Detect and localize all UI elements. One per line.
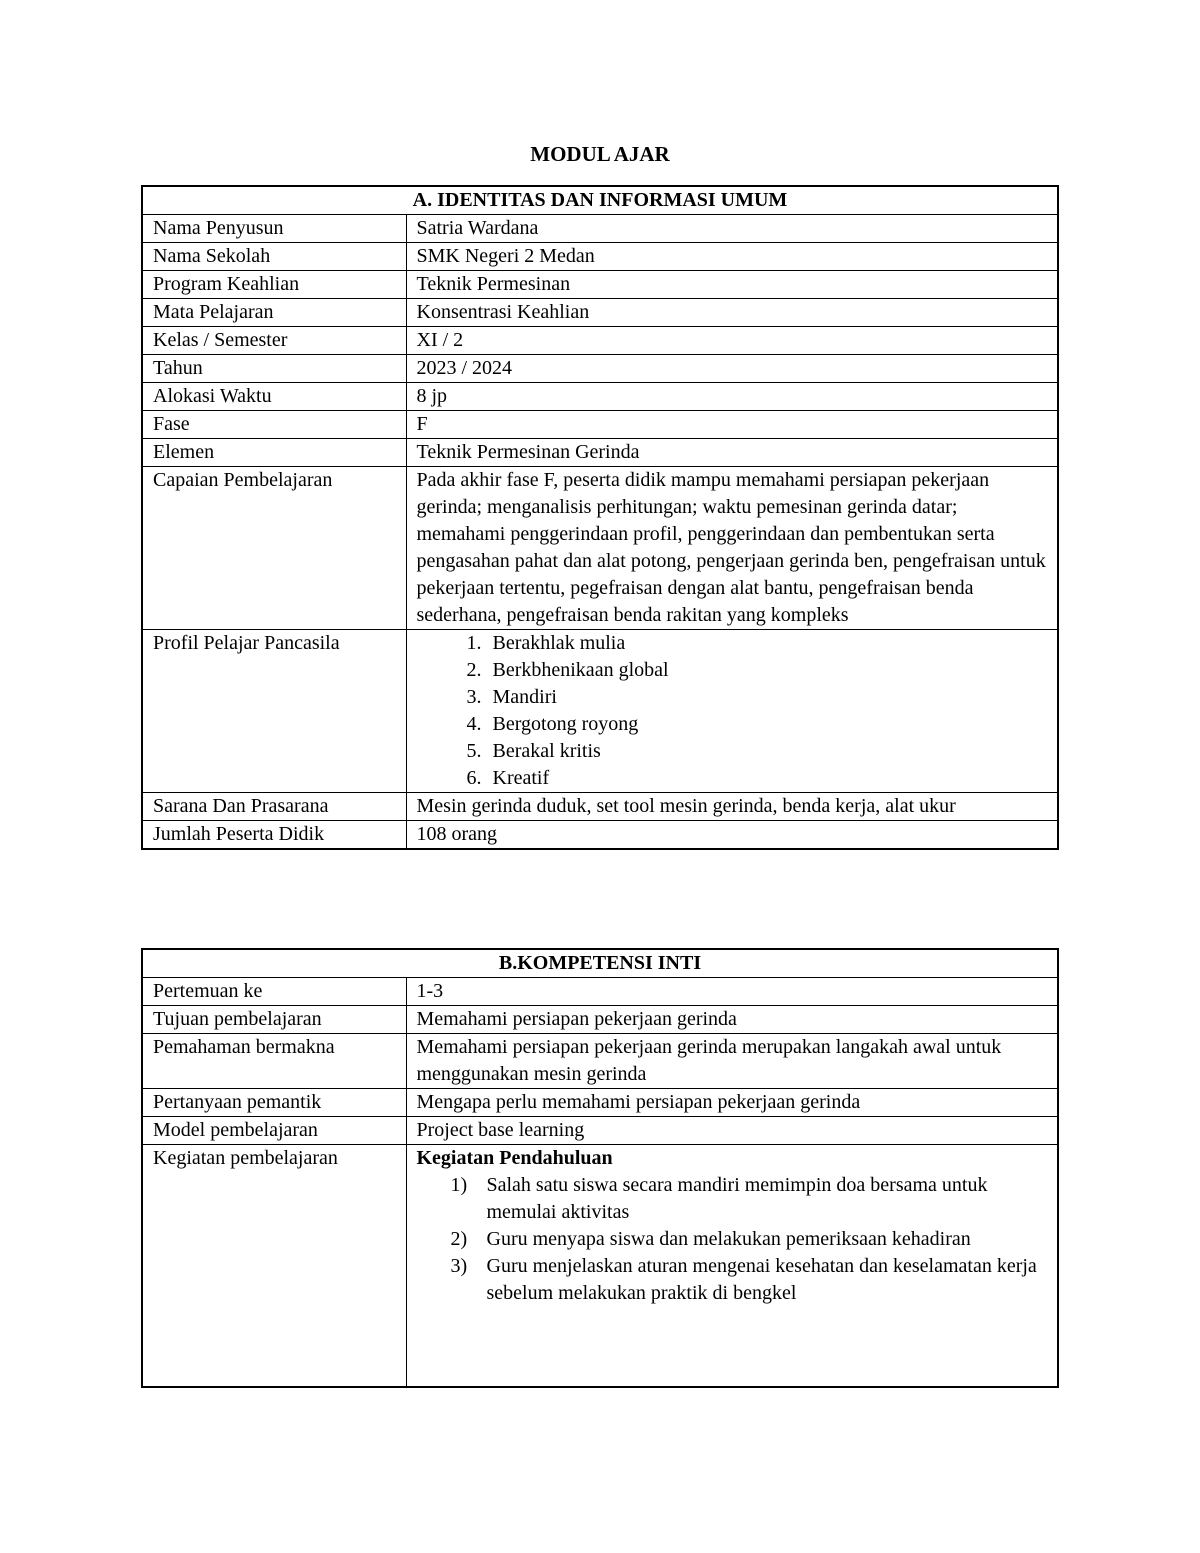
row-value: Satria Wardana	[406, 215, 1058, 243]
competency-table	[141, 948, 1059, 1388]
row-value: 8 jp	[406, 383, 1058, 411]
row-value: 1-3	[406, 978, 1058, 1006]
row-value: Konsentrasi Keahlian	[406, 299, 1058, 327]
table-row	[142, 793, 1058, 821]
row-value: Project base learning	[406, 1117, 1058, 1145]
row-value: Teknik Permesinan	[406, 271, 1058, 299]
row-label: Pertemuan ke	[142, 978, 406, 1006]
section-a-heading: A. IDENTITAS DAN INFORMASI UMUM	[142, 186, 1058, 215]
table-row	[142, 383, 1058, 411]
list-item	[450, 1253, 1048, 1307]
kegiatan-heading: Kegiatan Pendahuluan	[416, 1147, 613, 1169]
row-label: Tujuan pembelajaran	[142, 1006, 406, 1034]
row-value: Mesin gerinda duduk, set tool mesin gerinda, benda kerja, alat ukur	[406, 793, 1058, 821]
row-value: SMK Negeri 2 Medan	[406, 243, 1058, 271]
row-label: Nama Sekolah	[142, 243, 406, 271]
table-row	[142, 215, 1058, 243]
row-label: Program Keahlian	[142, 271, 406, 299]
table-row	[142, 467, 1058, 630]
identity-table	[141, 185, 1059, 850]
list-item: 2. Berkbhenikaan global	[487, 657, 1048, 684]
table-row	[142, 821, 1058, 850]
row-label: Profil Pelajar Pancasila	[142, 630, 406, 793]
list-item	[450, 1172, 1048, 1226]
list-item: 4. Bergotong royong	[487, 711, 1048, 738]
row-value: 108 orang	[406, 821, 1058, 850]
row-label: Tahun	[142, 355, 406, 383]
table-row	[142, 1117, 1058, 1145]
section-b-heading: B.KOMPETENSI INTI	[142, 949, 1058, 978]
capaian-value: Pada akhir fase F, peserta didik mampu memahami persiapan pekerjaan gerinda; menganalisis perhitungan; waktu pemesinan gerinda datar; memahami penggerindaan profil, penggerindaan dan pembentukan serta pengasahan pahat dan alat potong, pengerjaan gerinda ben, pengefraisan untuk pekerjaan tertentu, pegefraisan dengan alat bantu, pengefraisan benda sederhana, pengefraisan benda rakitan yang kompleks	[406, 467, 1058, 630]
table-row	[142, 327, 1058, 355]
table-row	[142, 355, 1058, 383]
row-label: Kelas / Semester	[142, 327, 406, 355]
list-item: 5. Berakal kritis	[487, 738, 1048, 765]
row-value: Memahami persiapan pekerjaan gerinda	[406, 1006, 1058, 1034]
table-row	[142, 271, 1058, 299]
kegiatan-list	[417, 1172, 1048, 1307]
table-row	[142, 978, 1058, 1006]
row-label: Alokasi Waktu	[142, 383, 406, 411]
row-label: Jumlah Peserta Didik	[142, 821, 406, 850]
list-item: 1. Berakhlak mulia	[487, 630, 1048, 657]
list-text: Guru menjelaskan aturan mengenai kesehatan dan keselamatan kerja sebelum melakukan praktik di bengkel	[486, 1255, 1037, 1304]
document-title: MODUL AJAR	[530, 142, 670, 166]
table-row	[142, 299, 1058, 327]
list-marker: 1)	[450, 1174, 468, 1196]
list-text: Salah satu siswa secara mandiri memimpin doa bersama untuk memulai aktivitas	[486, 1174, 988, 1223]
row-label: Elemen	[142, 439, 406, 467]
table-row	[142, 411, 1058, 439]
row-value: Memahami persiapan pekerjaan gerinda merupakan langakah awal untuk menggunakan mesin gerinda	[406, 1034, 1058, 1089]
list-item: 3. Mandiri	[487, 684, 1048, 711]
row-label: Nama Penyusun	[142, 215, 406, 243]
row-value: XI / 2	[406, 327, 1058, 355]
profil-list	[417, 630, 1048, 792]
row-label: Sarana Dan Prasarana	[142, 793, 406, 821]
row-value: Mengapa perlu memahami persiapan pekerjaan gerinda	[406, 1089, 1058, 1117]
table-row	[142, 1034, 1058, 1089]
list-text: Guru menyapa siswa dan melakukan pemeriksaan kehadiran	[486, 1228, 971, 1250]
row-label: Capaian Pembelajaran	[142, 467, 406, 630]
row-label: Mata Pelajaran	[142, 299, 406, 327]
table-row	[142, 630, 1058, 793]
profil-list-cell	[406, 630, 1058, 793]
list-marker: 2)	[450, 1228, 468, 1250]
list-item	[450, 1226, 1048, 1253]
row-label: Model pembelajaran	[142, 1117, 406, 1145]
row-value: F	[406, 411, 1058, 439]
row-value: 2023 / 2024	[406, 355, 1058, 383]
table-row	[142, 243, 1058, 271]
row-label: Pemahaman bermakna	[142, 1034, 406, 1089]
list-item: 6. Kreatif	[487, 765, 1048, 792]
row-label: Pertanyaan pemantik	[142, 1089, 406, 1117]
table-row	[142, 439, 1058, 467]
table-row	[142, 1089, 1058, 1117]
kegiatan-cell	[406, 1145, 1058, 1387]
list-marker: 3)	[450, 1255, 468, 1277]
table-row	[142, 1006, 1058, 1034]
row-label: Fase	[142, 411, 406, 439]
table-row	[142, 1145, 1058, 1387]
row-label: Kegiatan pembelajaran	[142, 1145, 406, 1387]
row-value: Teknik Permesinan Gerinda	[406, 439, 1058, 467]
